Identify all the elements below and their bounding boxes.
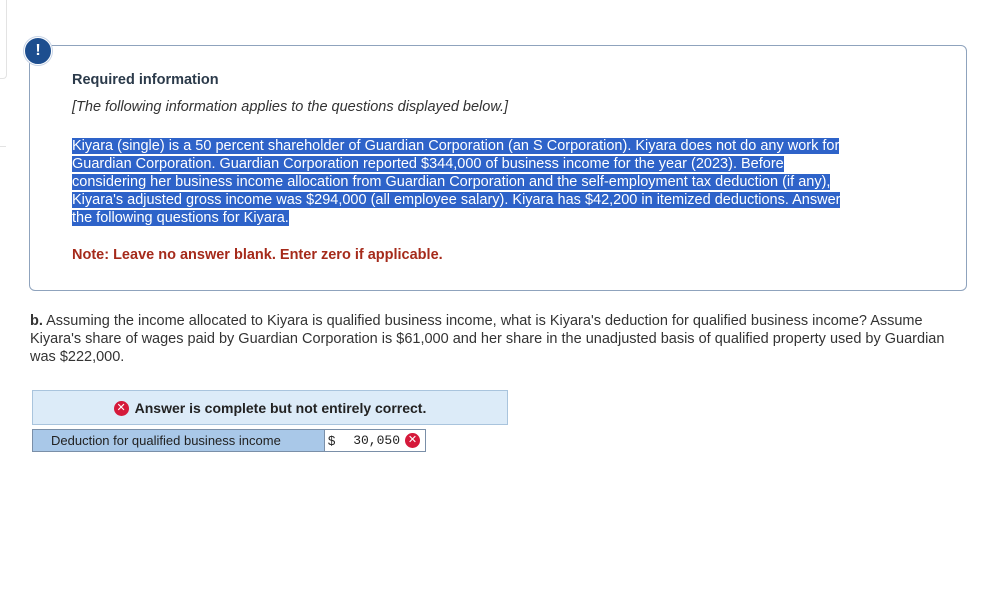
- body-line: Kiyara's adjusted gross income was $294,000 (all employee salary). Kiyara has $42,200 in itemized deductions. Answer: [72, 192, 841, 208]
- required-information-box: [29, 45, 967, 291]
- required-info-body: [72, 137, 922, 227]
- body-line: the following questions for Kiyara.: [72, 210, 289, 226]
- answer-status-text: Answer is complete but not entirely correct.: [134, 400, 427, 416]
- currency-symbol: $: [328, 433, 336, 448]
- left-panel-edge: [0, 0, 7, 79]
- alert-icon: !: [24, 37, 52, 65]
- required-info-subtitle: [The following information applies to the questions displayed below.]: [72, 99, 509, 115]
- question-text: [30, 312, 965, 366]
- left-panel-divider: [0, 146, 6, 147]
- answer-row: [32, 429, 426, 452]
- answer-status-banner: [32, 390, 508, 425]
- body-line: Guardian Corporation. Guardian Corporation reported $344,000 of business income for the year (2023). Before: [72, 156, 784, 172]
- body-line: considering her business income allocation from Guardian Corporation and the self-employment tax deduction (if any),: [72, 174, 831, 190]
- question-body: Assuming the income allocated to Kiyara is qualified business income, what is Kiyara's deduction for qualified business income? Assume Kiyara's share of wages paid by Guardian Corporation is $61,000 and her share in the unadjusted basis of qualified property used by Guardian was $222,000.: [30, 313, 945, 365]
- incorrect-x-icon: ✕: [114, 401, 129, 416]
- body-line: Kiyara (single) is a 50 percent shareholder of Guardian Corporation (an S Corporation). Kiyara does not do any work for: [72, 138, 840, 154]
- answer-input-cell[interactable]: [325, 430, 425, 451]
- incorrect-x-icon: ✕: [405, 433, 420, 448]
- answer-value[interactable]: 30,050: [353, 433, 400, 448]
- required-info-note: Note: Leave no answer blank. Enter zero if applicable.: [72, 247, 443, 263]
- answer-row-label: Deduction for qualified business income: [33, 430, 325, 451]
- required-info-title: Required information: [72, 72, 219, 88]
- question-letter: b.: [30, 313, 43, 329]
